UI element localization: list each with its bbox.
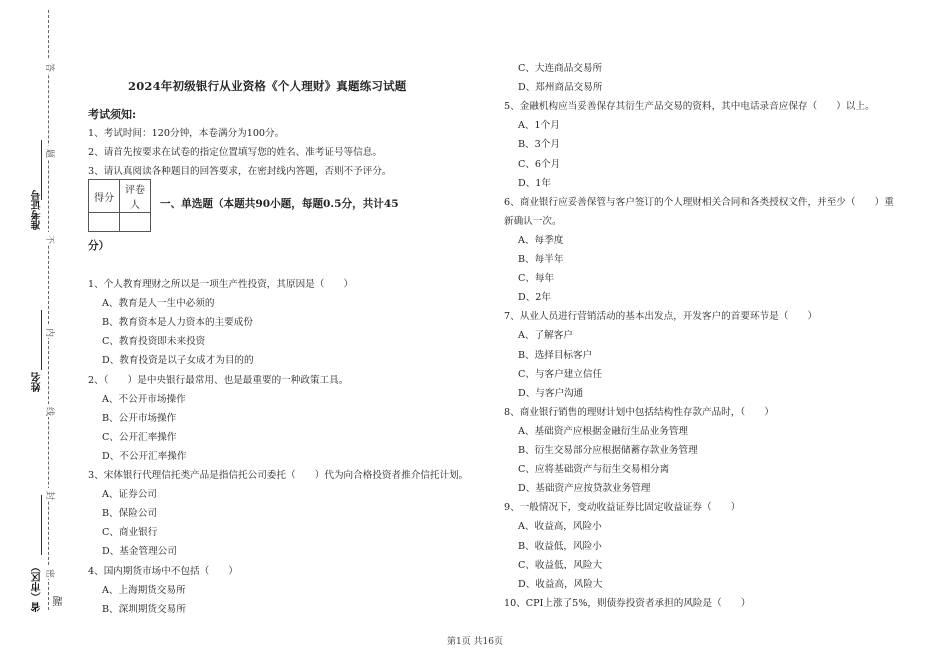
answer-option: A、1个月	[518, 120, 560, 132]
question-stem: 4、国内期货市场中不包括（ ）	[88, 565, 239, 577]
score-header: 得分	[89, 180, 120, 213]
section-heading: 一、单选题（本题共90小题，每题0.5分，共计45	[160, 198, 399, 210]
question-stem: 10、CPI上涨了5%，则债券投资者承担的风险是（ ）	[504, 597, 751, 609]
answer-option: B、选择目标客户	[518, 349, 593, 361]
answer-option: B、3个月	[518, 139, 560, 151]
province-label: 省（市区）	[32, 562, 43, 612]
answer-option: B、深圳期货交易所	[102, 603, 186, 615]
notice-heading: 考试须知:	[88, 108, 137, 121]
answer-option: A、了解客户	[518, 330, 573, 342]
answer-option: A、上海期货交易所	[102, 584, 186, 596]
score-cell	[89, 213, 120, 232]
seal-char: 密	[46, 567, 55, 577]
question-stem: 1、个人教育理财之所以是一项生产性投资，其原因是（ ）	[88, 279, 354, 290]
answer-option: C、商业银行	[102, 527, 158, 539]
name-label: 姓名	[32, 372, 43, 392]
page-footer: 第1页 共16页	[446, 637, 504, 647]
answer-option: C、应将基础资产与衍生交易相分离	[518, 464, 670, 476]
answer-option: B、衍生交易部分应根据储蓄存款业务管理	[518, 445, 698, 456]
question-stem: 6、商业银行应妥善保管与客户签订的个人理财相关合同和各类授权文件，并至少（ ）重	[504, 196, 894, 208]
answer-option: C、与客户建立信任	[518, 368, 603, 380]
answer-option: D、2年	[518, 292, 551, 304]
answer-option: C、每年	[518, 273, 555, 285]
answer-option: A、每季度	[518, 234, 564, 246]
answer-option: D、基础资产应按贷款业务管理	[518, 483, 651, 495]
question-stem: 5、金融机构应当妥善保存其衍生产品交易的资料，其中电话录音应保存（ ）以上。	[504, 101, 875, 113]
score-table	[88, 179, 151, 232]
answer-option: B、每半年	[518, 254, 564, 265]
notice-item: 2、请首先按要求在试卷的指定位置填写您的姓名、准考证号等信息。	[88, 147, 382, 158]
seal-char: 不	[46, 233, 55, 243]
answer-option: C、教育投资即未来投资	[102, 336, 206, 348]
seal-char: 封	[46, 489, 55, 499]
exam-no-label: 准考证号	[32, 190, 43, 230]
binding-margin	[0, 0, 70, 671]
answer-option: C、公开汇率操作	[102, 431, 177, 443]
answer-option: D、郑州商品交易所	[518, 82, 603, 94]
answer-option: B、保险公司	[102, 508, 158, 520]
answer-option: D、不公开汇率操作	[102, 450, 187, 462]
notice-item: 1、考试时间：120分钟，本卷满分为100分。	[88, 128, 285, 139]
answer-option: B、收益低，风险小	[518, 540, 602, 552]
answer-option: A、教育是人一生中必须的	[102, 298, 215, 310]
province-underline	[41, 495, 42, 555]
question-stem: 2、（ ）是中央银行最常用、也是最重要的一种政策工具。	[88, 374, 349, 386]
section-heading-cont: 分）	[88, 240, 110, 252]
question-stem: 3、宋体银行代理信托类产品是指信托公司委托（ ）代为向合格投资者推介信托计划。	[88, 470, 469, 481]
answer-option: C、大连商品交易所	[518, 63, 603, 74]
answer-option: B、教育资本是人力资本的主要成份	[102, 317, 253, 329]
seal-dashed-line	[48, 10, 49, 610]
lower-char: 题	[54, 596, 65, 606]
seal-char: 答	[46, 61, 55, 71]
seal-char: 内	[46, 326, 55, 336]
grader-cell	[120, 213, 151, 232]
answer-option: A、收益高，风险小	[518, 521, 602, 533]
answer-option: D、收益高，风险大	[518, 578, 603, 590]
answer-option: A、证券公司	[102, 489, 157, 501]
notice-item: 3、请认真阅读各种题目的回答要求，在密封线内答题，否则不予评分。	[88, 166, 392, 177]
seal-char: 线	[46, 405, 55, 415]
seal-char: 题	[46, 147, 55, 157]
name-underline	[41, 310, 42, 370]
question-stem: 8、商业银行销售的理财计划中包括结构性存款产品时，（ ）	[504, 406, 774, 418]
answer-option: D、1年	[518, 177, 551, 189]
answer-option: C、收益低，风险大	[518, 559, 603, 571]
answer-option: D、与客户沟通	[518, 387, 584, 399]
answer-option: A、不公开市场操作	[102, 393, 186, 405]
answer-option: D、教育投资是以子女成才为目的的	[102, 355, 254, 367]
answer-option: A、基础资产应根据金融衍生品业务管理	[518, 425, 689, 437]
question-continuation: 新确认一次。	[504, 215, 562, 227]
grader-header: 评卷人	[120, 180, 151, 213]
page-title: 2024年初级银行从业资格《个人理财》真题练习试题	[128, 79, 407, 93]
question-stem: 7、从业人员进行营销活动的基本出发点，开发客户的首要环节是（ ）	[504, 311, 818, 323]
answer-option: D、基金管理公司	[102, 546, 177, 558]
answer-option: C、6个月	[518, 158, 561, 170]
question-stem: 9、一般情况下，变动收益证券比固定收益证券（ ）	[504, 502, 741, 514]
answer-option: B、公开市场操作	[102, 412, 177, 424]
